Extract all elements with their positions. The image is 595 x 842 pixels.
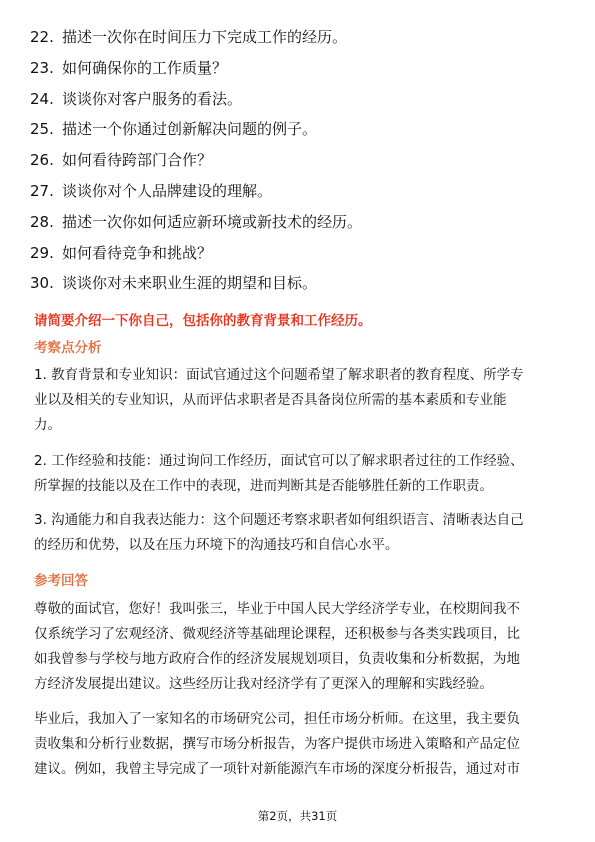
text-line: 1. 教育背景和专业知识：面试官通过这个问题希望了解求职者的教育程度、所学专 [34, 367, 524, 383]
text-line: 所掌握的技能以及在工作中的表现，进而判断其是否能够胜任新的工作职责。 [34, 478, 493, 494]
question-text: 描述一次你在时间压力下完成工作的经历。 [62, 28, 348, 46]
question-number: 26. [30, 151, 54, 170]
question-item [30, 210, 570, 241]
text-line: 3. 沟通能力和自我表达能力：这个问题还考察求职者如何组织语言、清晰表达自己 [34, 512, 524, 528]
question-item [30, 241, 570, 272]
question-text: 谈谈你对未来职业生涯的期望和目标。 [62, 274, 318, 293]
answer-heading: 参考回答 [34, 573, 88, 589]
question-number: 24. [30, 89, 54, 108]
question-item [30, 25, 570, 56]
question-number: 25. [30, 120, 54, 139]
question-item [30, 87, 570, 118]
question-text: 如何看待竞争和挑战？ [62, 243, 213, 262]
answer-paragraph [34, 707, 562, 782]
question-number: 30. [30, 274, 54, 293]
featured-question: 请简要介绍一下你自己，包括你的教育背景和工作经历。 [34, 313, 372, 329]
analysis-heading: 考察点分析 [34, 340, 102, 356]
text-line: 业以及相关的专业知识，从而评估求职者是否具备岗位所需的基本素质和专业能 [34, 392, 507, 408]
question-list [30, 25, 570, 302]
question-text: 如何确保你的工作质量？ [62, 58, 228, 77]
question-item [30, 56, 570, 87]
text-line: 2. 工作经验和技能：通过询问工作经历，面试官可以了解求职者过往的工作经验、 [34, 453, 524, 469]
question-text: 谈谈你对个人品牌建设的理解。 [62, 181, 273, 200]
text-line: 责收集和分析行业数据，撰写市场分析报告，为客户提供市场进入策略和产品定位 [34, 736, 520, 752]
analysis-point [34, 363, 562, 438]
question-item [30, 148, 570, 179]
question-text: 描述一次你如何适应新环境或新技术的经历。 [62, 212, 363, 231]
analysis-point [34, 508, 562, 558]
question-number: 28. [30, 212, 54, 231]
question-number: 23. [30, 58, 54, 77]
question-text: 如何看待跨部门合作？ [62, 151, 213, 170]
question-item [30, 271, 570, 302]
question-item [30, 117, 570, 148]
text-line: 仅系统学习了宏观经济、微观经济等基础理论课程，还积极参与各类实践项目，比 [34, 626, 520, 642]
text-line: 尊敬的面试官，您好！我叫张三，毕业于中国人民大学经济学专业，在校期间我不 [34, 601, 520, 617]
question-number: 27. [30, 181, 54, 200]
answer-paragraph [34, 597, 562, 697]
analysis-point [34, 449, 562, 499]
page-number: 第2页，共31页 [257, 809, 338, 823]
question-item [30, 179, 570, 210]
text-line: 毕业后，我加入了一家知名的市场研究公司，担任市场分析师。在这里，我主要负 [34, 711, 520, 727]
text-line: 的经历和优势，以及在压力环境下的沟通技巧和自信心水平。 [34, 537, 399, 553]
text-line: 建议。例如，我曾主导完成了一项针对新能源汽车市场的深度分析报告，通过对市 [34, 761, 520, 777]
question-text: 描述一个你通过创新解决问题的例子。 [62, 120, 318, 139]
question-number: 29. [30, 243, 54, 262]
text-line: 力。 [34, 417, 61, 433]
question-text: 谈谈你对客户服务的看法。 [62, 89, 243, 108]
text-line: 方经济发展提出建议。这些经历让我对经济学有了更深入的理解和实践经验。 [34, 676, 493, 692]
question-number: 22. [30, 28, 54, 46]
text-line: 如我曾参与学校与地方政府合作的经济发展规划项目，负责收集和分析数据，为地 [34, 651, 520, 667]
